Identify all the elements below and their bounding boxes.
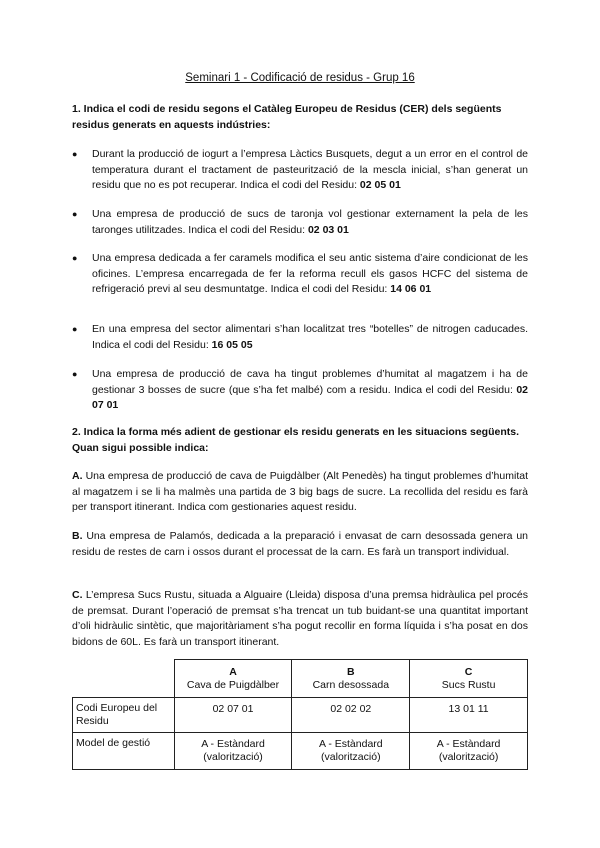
bullet-icon: ● [72,253,78,263]
q1-item-2-code: 02 03 01 [307,223,349,236]
q1-item-4 [72,322,528,353]
bullet-icon: ● [72,369,78,379]
q2-case-a-text: Una empresa de producció de cava de Puigdàlber (Alt Penedès) ha tingut problemes d’humitat al magatzem i se li ha malmès una partida de 3 big bags de sucre. La recollida del residu es farà per transport itinerant. Indica com gestionaries aquest residu. [72,470,528,513]
row-label-model: Model de gestió [73,733,175,770]
table-col-header-c [410,660,528,698]
q1-item-5-text: Una empresa de producció de cava ha tingut problemes d’humitat al magatzem i ha de gestionar 3 bosses de sucre (que s’ha fet malbé) com a residu. Indica el codi del Residu: [92,368,528,396]
row-label-codi: Codi Europeu del Residu [73,698,175,733]
q2-case-b-label: B. [72,530,83,542]
cell-codi-c: 13 01 11 [410,698,528,733]
q2-case-a [72,469,528,516]
bullet-icon: ● [72,149,78,159]
q1-item-4-code: 16 05 05 [211,338,253,351]
q1-item-2-text: Una empresa de producció de sucs de taronja vol gestionar externament la pela de les taronges utilitzades. Indica el codi del Residu: [92,208,528,236]
col-c-letter: C [464,666,473,678]
q1-item-5-code: 02 07 01 [92,383,528,411]
q1-item-1-text: Durant la producció de iogurt a l’empresa Làctics Busquets, degut a un error en el control de temperatura durant el tractament de pasteurització de la mescla inicial, s’han generat un residu que no es pot recuperar. Indica el codi del Residu: [92,148,528,191]
table-col-header-b [292,660,410,698]
bullet-icon: ● [72,324,78,334]
col-b-letter: B [347,666,355,678]
answer-table [72,659,528,770]
col-b-name: Carn desossada [312,679,390,691]
q2-case-c-label: C. [72,589,83,601]
col-a-letter: A [229,666,237,678]
q2-case-c-text: L’empresa Sucs Rustu, situada a Alguaire (Lleida) disposa d’una premsa hidràulica pel procés de premsat. Durant l’operació de premsat s’ha trencat un tub buidant-se una quantitat important d’oli hidràulic sintètic, que majoritàriament s’ha pogut recollir en forma líquida i s’ha posat en dos bidons de 60L. Es farà un transport itinerant. [72,589,528,648]
table-corner-cell [73,660,175,698]
table-row [73,698,528,733]
cell-codi-a: 02 07 01 [174,698,292,733]
q1-item-3 [72,251,528,298]
table-row [73,733,528,770]
col-c-name: Sucs Rustu [441,679,496,691]
cell-model-a: A - Estàndard (valorització) [174,733,292,770]
q2-case-b [72,529,528,560]
q1-item-2 [72,207,528,238]
q2-case-c [72,588,528,650]
q1-item-4-text: En una empresa del sector alimentari s’han localitzat tres “botelles” de nitrogen caducades. Indica el codi del Residu: [92,323,528,351]
table-col-header-a [174,660,292,698]
table-header-row [73,660,528,698]
q2-case-b-text: Una empresa de Palamós, dedicada a la preparació i envasat de carn desossada genera un residu de restes de carn i ossos durant el processat de la carn. Es farà un transport individual. [72,530,528,558]
q2-case-a-label: A. [72,470,83,482]
question-1-heading: 1. Indica el codi de residu segons el Catàleg Europeu de Residus (CER) dels següents residus generats en aquests indústries: [72,103,502,131]
q1-item-1 [72,147,528,194]
question-2-heading: 2. Indica la forma més adient de gestionar els residu generats en les situacions següents. Quan sigui possible indica: [72,426,519,454]
cell-codi-b: 02 02 02 [292,698,410,733]
cell-model-b: A - Estàndard (valorització) [292,733,410,770]
col-a-name: Cava de Puigdàlber [186,679,280,691]
cell-model-c: A - Estàndard (valorització) [410,733,528,770]
q1-item-3-text: Una empresa dedicada a fer caramels modifica el seu antic sistema d’aire condicionat de les oficines. L’empresa encarregada de fer la reforma recull els gasos HCFC del sistema de refrigeració previ al seu desmuntatge. Indica el codi del Residu: [92,252,528,295]
q1-item-3-code: 14 06 01 [390,283,432,295]
bullet-icon: ● [72,209,78,219]
q1-item-1-code: 02 05 01 [359,179,401,191]
q1-item-5 [72,367,528,414]
document-title: Seminari 1 - Codificació de residus - Grup 16 [185,72,415,84]
